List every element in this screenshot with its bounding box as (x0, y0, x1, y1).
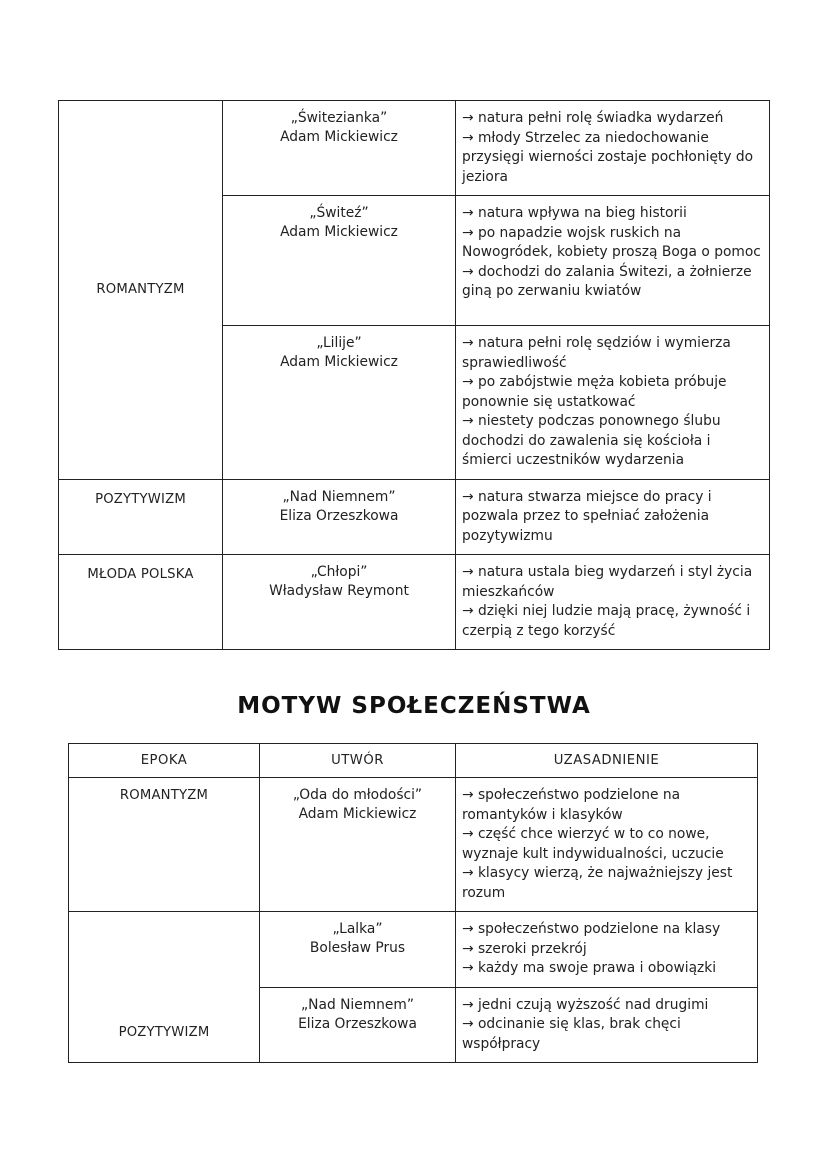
justification-point: → po napadzie wojsk ruskich na Nowogródek, kobiety proszą Boga o pomoc (462, 224, 761, 260)
work-author: Bolesław Prus (309, 940, 406, 956)
work-cell (223, 555, 456, 650)
justification-cell (456, 326, 770, 480)
table-row (69, 778, 758, 912)
justification-point: → po zabójstwie męża kobieta próbuje ponownie się ustatkować (462, 374, 727, 410)
work-cell (223, 479, 456, 555)
header-uzasadnienie: UZASADNIENIE (456, 744, 758, 778)
justification-cell (456, 101, 770, 196)
epoch-label: MŁODA POLSKA (87, 567, 194, 582)
nature-motif-table (58, 100, 770, 650)
justification-point: → natura pełni rolę sędziów i wymierza sprawiedliwość (462, 335, 731, 371)
work-author: Eliza Orzeszkowa (298, 1015, 417, 1032)
work-title: „Oda do młodości” (292, 787, 423, 803)
justification-cell (456, 479, 770, 555)
header-epoka: EPOKA (69, 744, 260, 778)
work-title: „Świtezianka” (290, 110, 388, 126)
work-title: „Chłopi” (310, 564, 368, 580)
justification-point: → niestety podczas ponownego ślubu dochodzi do zawalenia się kościoła i śmierci uczestników wydarzenia (462, 413, 721, 468)
justification-point: → klasycy wierzą, że najważniejszy jest rozum (462, 865, 733, 901)
work-author: Adam Mickiewicz (280, 354, 398, 370)
justification-point: → dochodzi do zalania Świtezi, a żołnierze giną po zerwaniu kwiatów (462, 263, 752, 299)
justification-cell (456, 912, 758, 988)
table-header-row (69, 744, 758, 778)
justification-point: → jedni czują wyższość nad drugimi (462, 996, 709, 1013)
epoch-cell (59, 101, 223, 480)
work-author: Władysław Reymont (269, 583, 409, 599)
justification-point: → część chce wierzyć w to co nowe, wyznaje kult indywidualności, uczucie (462, 826, 724, 862)
justification-cell (456, 778, 758, 912)
justification-point: → szeroki przekrój (462, 940, 587, 957)
work-cell (223, 326, 456, 480)
work-cell (260, 912, 456, 988)
epoch-cell (69, 778, 260, 912)
epoch-label: ROMANTYZM (96, 282, 185, 298)
justification-point: → dzięki niej ludzie mają pracę, żywność i czerpią z tego korzyść (462, 603, 751, 639)
justification-point: → młody Strzelec za niedochowanie przysięgi wierności zostaje pochłonięty do jeziora (462, 129, 754, 185)
work-title: „Nad Niemnem” (301, 996, 414, 1013)
justification-point: → społeczeństwo podzielone na romantyków i klasyków (462, 787, 681, 823)
work-cell (223, 196, 456, 326)
work-cell (260, 987, 456, 1063)
justification-point: → natura stwarza miejsce do pracy i pozwala przez to spełniać założenia pozytywizmu (462, 488, 712, 544)
work-title: „Lalka” (332, 921, 383, 937)
epoch-cell (69, 912, 260, 1063)
justification-point: → natura wpływa na bieg historii (462, 205, 687, 221)
header-utwor: UTWÓR (260, 744, 456, 778)
work-author: Eliza Orzeszkowa (279, 507, 399, 524)
table-row (69, 912, 758, 988)
justification-cell (456, 555, 770, 650)
justification-cell (456, 196, 770, 326)
justification-point: → społeczeństwo podzielone na klasy (462, 921, 721, 937)
justification-point: → odcinanie się klas, brak chęci współpracy (462, 1016, 681, 1052)
work-title: „Nad Niemnem” (282, 488, 396, 505)
epoch-label: POZYTYWIZM (118, 1025, 210, 1040)
table-row (59, 101, 770, 196)
work-cell (223, 101, 456, 196)
table-row (59, 555, 770, 650)
epoch-label: POZYTYWIZM (95, 491, 186, 507)
society-motif-table (68, 743, 758, 1063)
epoch-cell (59, 479, 223, 555)
justification-point: → każdy ma swoje prawa i obowiązki (462, 960, 717, 976)
work-author: Adam Mickiewicz (298, 806, 417, 822)
work-title: „Świteź” (309, 205, 369, 221)
justification-point: → natura pełni rolę świadka wydarzeń (462, 110, 724, 126)
work-title: „Lilije” (316, 335, 362, 351)
work-author: Adam Mickiewicz (280, 224, 398, 240)
work-cell (260, 778, 456, 912)
justification-point: → natura ustala bieg wydarzeń i styl życia mieszkańców (462, 564, 753, 600)
epoch-cell (59, 555, 223, 650)
table-row (59, 479, 770, 555)
work-author: Adam Mickiewicz (280, 129, 398, 145)
section-title: MOTYW SPOŁECZEŃSTWA (237, 693, 591, 719)
epoch-label: ROMANTYZM (119, 788, 209, 803)
justification-cell (456, 987, 758, 1063)
